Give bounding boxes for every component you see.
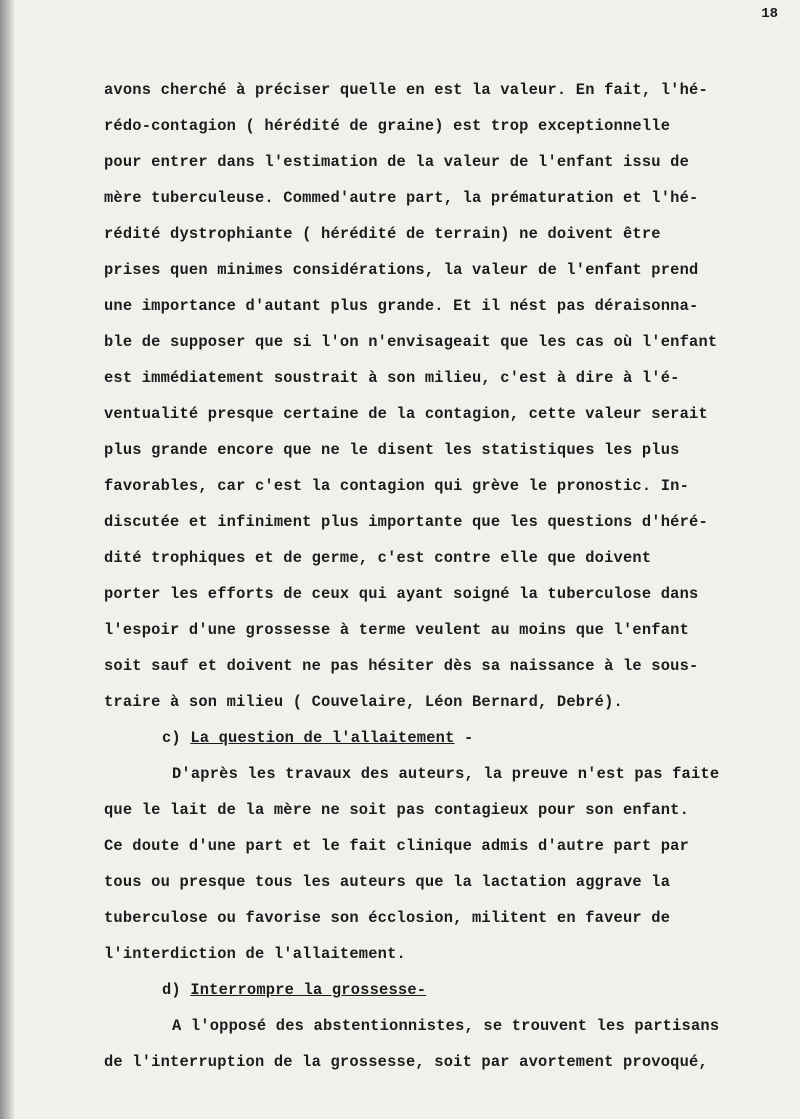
text-line: traire à son milieu ( Couvelaire, Léon Bernard, Debré).	[104, 693, 623, 711]
text-line: porter les efforts de ceux qui ayant soigné la tuberculose dans	[104, 585, 699, 603]
paragraph-d-first-line: A l'opposé des abstentionnistes, se trouvent les partisans	[172, 1017, 720, 1035]
text-line: que le lait de la mère ne soit pas contagieux pour son enfant.	[104, 801, 690, 819]
text-line: favorables, car c'est la contagion qui grève le pronostic. In-	[104, 477, 690, 495]
section-heading-c	[104, 720, 784, 756]
paragraph-c-first-line: D'après les travaux des auteurs, la preuve n'est pas faite	[172, 765, 720, 783]
section-d-title: Interrompre la grossesse-	[190, 981, 427, 999]
text-line: soit sauf et doivent ne pas hésiter dès sa naissance à le sous-	[104, 657, 699, 675]
section-heading-d	[104, 972, 784, 1008]
text-line: avons cherché à préciser quelle en est la valeur. En fait, l'hé-	[104, 81, 708, 99]
text-line: pour entrer dans l'estimation de la valeur de l'enfant issu de	[104, 153, 690, 171]
text-line: ble de supposer que si l'on n'envisageait que les cas où l'enfant	[104, 333, 718, 351]
section-c-prefix: c)	[162, 729, 191, 747]
page-number: 18	[761, 6, 778, 22]
text-line: l'interdiction de l'allaitement.	[104, 945, 406, 963]
text-line: dité trophiques et de germe, c'est contre elle que doivent	[104, 549, 652, 567]
text-line: une importance d'autant plus grande. Et il nést pas déraisonna-	[104, 297, 699, 315]
text-line: de l'interruption de la grossesse, soit par avortement provoqué,	[104, 1053, 708, 1071]
text-line: rédo-contagion ( hérédité de graine) est trop exceptionnelle	[104, 117, 671, 135]
text-line: prises quen minimes considérations, la valeur de l'enfant prend	[104, 261, 699, 279]
text-line: tous ou presque tous les auteurs que la lactation aggrave la	[104, 873, 671, 891]
text-line: Ce doute d'une part et le fait clinique admis d'autre part par	[104, 837, 690, 855]
section-c-suffix: -	[454, 729, 474, 747]
text-line: plus grande encore que ne le disent les statistiques les plus	[104, 441, 680, 459]
text-line: ventualité presque certaine de la contagion, cette valeur serait	[104, 405, 708, 423]
text-line: est immédiatement soustrait à son milieu, c'est à dire à l'é-	[104, 369, 680, 387]
text-line: mère tuberculeuse. Commed'autre part, la prématuration et l'hé-	[104, 189, 699, 207]
body-text	[104, 72, 784, 1080]
text-line: tuberculose ou favorise son écclosion, militent en faveur de	[104, 909, 671, 927]
text-line: discutée et infiniment plus importante que les questions d'héré-	[104, 513, 708, 531]
section-c-title: La question de l'allaitement	[190, 729, 455, 747]
scan-edge-shadow	[0, 0, 14, 1119]
text-line: l'espoir d'une grossesse à terme veulent au moins que l'enfant	[104, 621, 690, 639]
section-d-prefix: d)	[162, 981, 191, 999]
text-line: rédité dystrophiante ( hérédité de terrain) ne doivent être	[104, 225, 661, 243]
